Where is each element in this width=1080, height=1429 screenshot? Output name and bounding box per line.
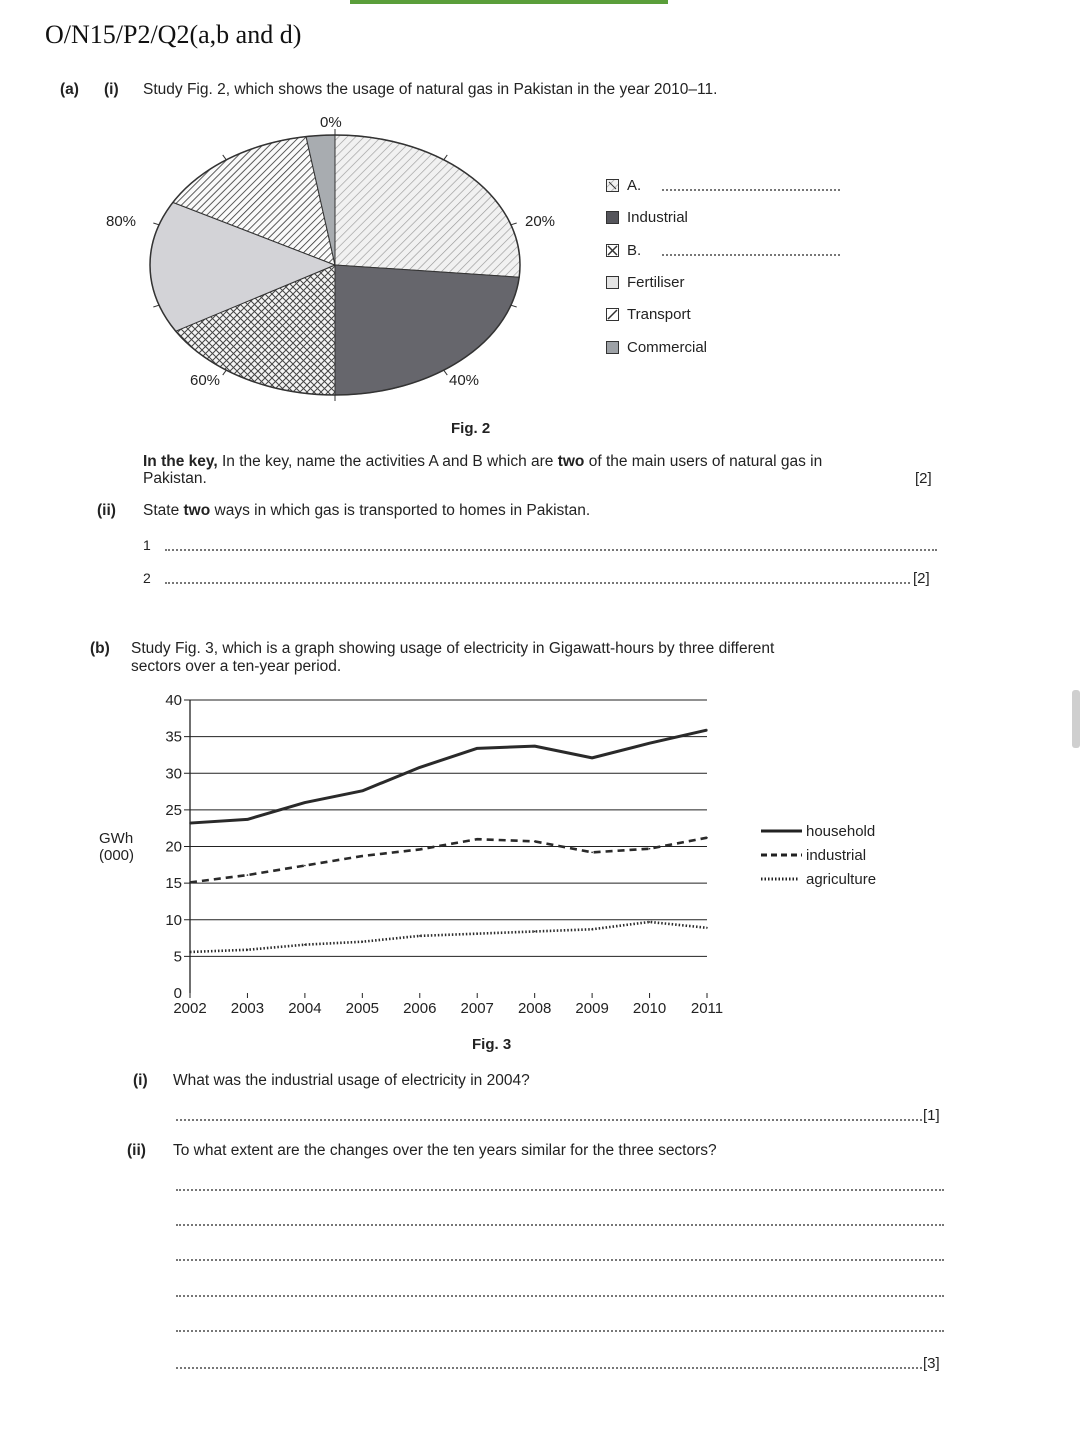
point-agriculture-2006 xyxy=(419,935,421,937)
question-reference: O/N15/P2/Q2(a,b and d) xyxy=(45,20,302,49)
x-tick-label-2004: 2004 xyxy=(288,1000,322,1017)
x-tick-label-2006: 2006 xyxy=(403,1000,437,1017)
part-b-ii-question: To what extent are the changes over the ten years similar for the three sectors? xyxy=(173,1142,717,1159)
pie-tick xyxy=(444,155,448,160)
answer-line-b-i[interactable] xyxy=(176,1119,922,1121)
instruction-in-the-key: In the key, xyxy=(143,453,218,470)
point-agriculture-2003 xyxy=(247,949,249,951)
point-industrial-2003 xyxy=(247,874,249,876)
point-household-2005 xyxy=(362,790,364,792)
point-agriculture-2009 xyxy=(591,928,593,930)
x-tick-label-2003: 2003 xyxy=(230,1000,265,1017)
point-household-2010 xyxy=(649,742,651,744)
x-tick-label-2008: 2008 xyxy=(517,1000,552,1017)
point-household-2008 xyxy=(534,745,536,747)
y-tick-label-35: 35 xyxy=(165,728,182,746)
q-ii-bold: two xyxy=(183,502,211,519)
point-household-2004 xyxy=(304,802,306,804)
pie-tick xyxy=(511,305,517,307)
point-industrial-2006 xyxy=(419,849,421,851)
y-tick-label-5: 5 xyxy=(173,948,182,966)
point-agriculture-2005 xyxy=(362,941,364,943)
point-agriculture-2002 xyxy=(189,951,191,953)
line-legend-household: household xyxy=(806,823,876,840)
x-tick-label-2002: 2002 xyxy=(173,1000,207,1017)
part-a-intro: Study Fig. 2, which shows the usage of natural gas in Pakistan in the year 2010–11. xyxy=(143,81,718,98)
legend-swatch-fertiliser-icon xyxy=(606,276,619,289)
pie-chart xyxy=(90,105,590,405)
point-agriculture-2004 xyxy=(304,944,306,946)
answer-line-b[interactable] xyxy=(662,254,840,256)
pie-tick xyxy=(223,370,227,375)
point-household-2003 xyxy=(247,819,249,821)
series-line-industrial xyxy=(190,838,707,883)
part-b-intro-line2: sectors over a ten-year period. xyxy=(131,658,342,675)
answer-line-a-ii-1[interactable] xyxy=(165,549,937,551)
pie-tick xyxy=(153,223,159,225)
y-tick-label-15: 15 xyxy=(165,875,182,893)
legend-swatch-a-icon xyxy=(606,179,619,192)
answer-number-1: 1 xyxy=(143,537,151,553)
point-household-2009 xyxy=(591,757,593,759)
pie-label-0: 0% xyxy=(320,114,342,131)
y-tick-label-0: 0 xyxy=(173,985,182,1002)
legend-item-industrial xyxy=(606,209,688,226)
line-legend-industrial: industrial xyxy=(806,847,867,864)
part-a-label: (a) xyxy=(60,81,79,98)
pie-tick xyxy=(153,305,159,307)
legend-swatch-commercial-icon xyxy=(606,341,619,354)
point-agriculture-2007 xyxy=(476,933,478,935)
legend-item-commercial xyxy=(606,339,707,356)
part-b-intro-line1: Study Fig. 3, which is a graph showing usage of electricity in Gigawatt-hours by three different xyxy=(131,640,775,657)
mark-a-ii: [2] xyxy=(913,570,930,587)
instruction-pre: In the key, name the activities A and B which are xyxy=(221,453,554,470)
scrollbar-thumb[interactable] xyxy=(1072,690,1080,748)
y-tick-label-40: 40 xyxy=(165,692,182,709)
point-industrial-2007 xyxy=(476,838,478,840)
series-line-household xyxy=(190,730,707,823)
point-household-2006 xyxy=(419,767,421,769)
answer-line-b-ii-3[interactable] xyxy=(176,1259,944,1261)
part-b-i-label: (i) xyxy=(133,1072,148,1089)
legend-swatch-transport-icon xyxy=(606,308,619,321)
point-household-2007 xyxy=(476,748,478,750)
x-tick-label-2009: 2009 xyxy=(575,1000,609,1017)
answer-line-a-ii-2[interactable] xyxy=(165,582,910,584)
pie-label-40: 40% xyxy=(449,372,480,389)
y-axis-label xyxy=(99,830,134,864)
part-a-i-label: (i) xyxy=(104,81,119,98)
answer-number-2: 2 xyxy=(143,570,151,586)
line-chart xyxy=(90,685,750,1025)
mark-b-ii: [3] xyxy=(923,1355,940,1372)
legend-swatch-b-icon xyxy=(606,244,619,257)
mark-a-i: [2] xyxy=(915,470,932,487)
pie-tick xyxy=(444,370,448,375)
point-agriculture-2010 xyxy=(649,921,651,923)
point-industrial-2004 xyxy=(304,865,306,867)
point-industrial-2008 xyxy=(534,841,536,843)
part-a-ii-question xyxy=(143,502,590,520)
pie-label-60: 60% xyxy=(190,372,221,389)
legend-item-a xyxy=(606,177,641,194)
pie-tick xyxy=(511,223,517,225)
pie-label-80: 80% xyxy=(106,213,137,230)
y-tick-label-10: 10 xyxy=(165,911,182,929)
line-legend-agriculture: agriculture xyxy=(806,871,877,888)
x-tick-label-2010: 2010 xyxy=(632,1000,667,1017)
legend-label-commercial: Commercial xyxy=(627,339,708,356)
point-agriculture-2011 xyxy=(706,927,708,929)
point-household-2011 xyxy=(706,729,708,731)
legend-label-industrial: Industrial xyxy=(627,209,688,226)
answer-line-b-ii-5[interactable] xyxy=(176,1330,944,1332)
top-accent-bar xyxy=(350,0,668,4)
y-tick-label-20: 20 xyxy=(165,838,182,856)
point-industrial-2010 xyxy=(649,848,651,850)
instruction-bold: two xyxy=(557,453,585,470)
legend-item-fertiliser xyxy=(606,274,685,291)
y-tick-label-25: 25 xyxy=(165,801,182,819)
legend-label-a: A. xyxy=(627,177,642,194)
y-tick-label-30: 30 xyxy=(165,765,182,783)
answer-line-b-ii-4[interactable] xyxy=(176,1295,944,1297)
pie-slice-a xyxy=(335,135,520,277)
x-tick-label-2011: 2011 xyxy=(690,1000,724,1017)
answer-line-b-ii-6[interactable] xyxy=(176,1367,922,1369)
part-a-instruction xyxy=(143,453,943,471)
point-household-2002 xyxy=(189,822,191,824)
legend-item-b xyxy=(606,242,641,259)
legend-swatch-industrial-icon xyxy=(606,211,619,224)
part-a-ii-label: (ii) xyxy=(97,502,116,519)
instruction-post: of the main users of natural gas in xyxy=(588,453,823,470)
legend-label-b: B. xyxy=(627,242,642,259)
part-a-instruction-line2: Pakistan. xyxy=(143,470,207,487)
pie-label-20: 20% xyxy=(525,213,556,230)
answer-line-a[interactable] xyxy=(662,189,840,191)
y-axis-label-line2: (000) xyxy=(99,847,135,864)
part-b-ii-label: (ii) xyxy=(127,1142,146,1159)
point-industrial-2005 xyxy=(362,855,364,857)
mark-b-i: [1] xyxy=(923,1107,940,1124)
q-ii-pre: State xyxy=(143,502,180,519)
point-agriculture-2008 xyxy=(534,931,536,933)
fig2-caption: Fig. 2 xyxy=(451,420,491,437)
x-tick-label-2007: 2007 xyxy=(460,1000,494,1017)
pie-tick xyxy=(223,155,227,160)
answer-line-b-ii-2[interactable] xyxy=(176,1224,944,1226)
answer-line-b-ii-1[interactable] xyxy=(176,1189,944,1191)
x-tick-label-2005: 2005 xyxy=(345,1000,380,1017)
point-industrial-2011 xyxy=(706,837,708,839)
series-line-agriculture xyxy=(190,922,707,952)
y-axis-label-line1: GWh xyxy=(99,830,134,847)
line-legend-swatches xyxy=(760,823,804,887)
point-industrial-2009 xyxy=(591,852,593,854)
legend-label-fertiliser: Fertiliser xyxy=(627,274,685,291)
part-b-i-question: What was the industrial usage of electricity in 2004? xyxy=(173,1072,530,1089)
point-industrial-2002 xyxy=(189,882,191,884)
pie-slice-industrial xyxy=(335,265,519,395)
q-ii-post: ways in which gas is transported to homes in Pakistan. xyxy=(214,502,591,519)
legend-item-transport xyxy=(606,306,691,323)
fig3-caption: Fig. 3 xyxy=(472,1036,512,1053)
part-b-label: (b) xyxy=(90,640,110,657)
legend-label-transport: Transport xyxy=(627,306,691,323)
